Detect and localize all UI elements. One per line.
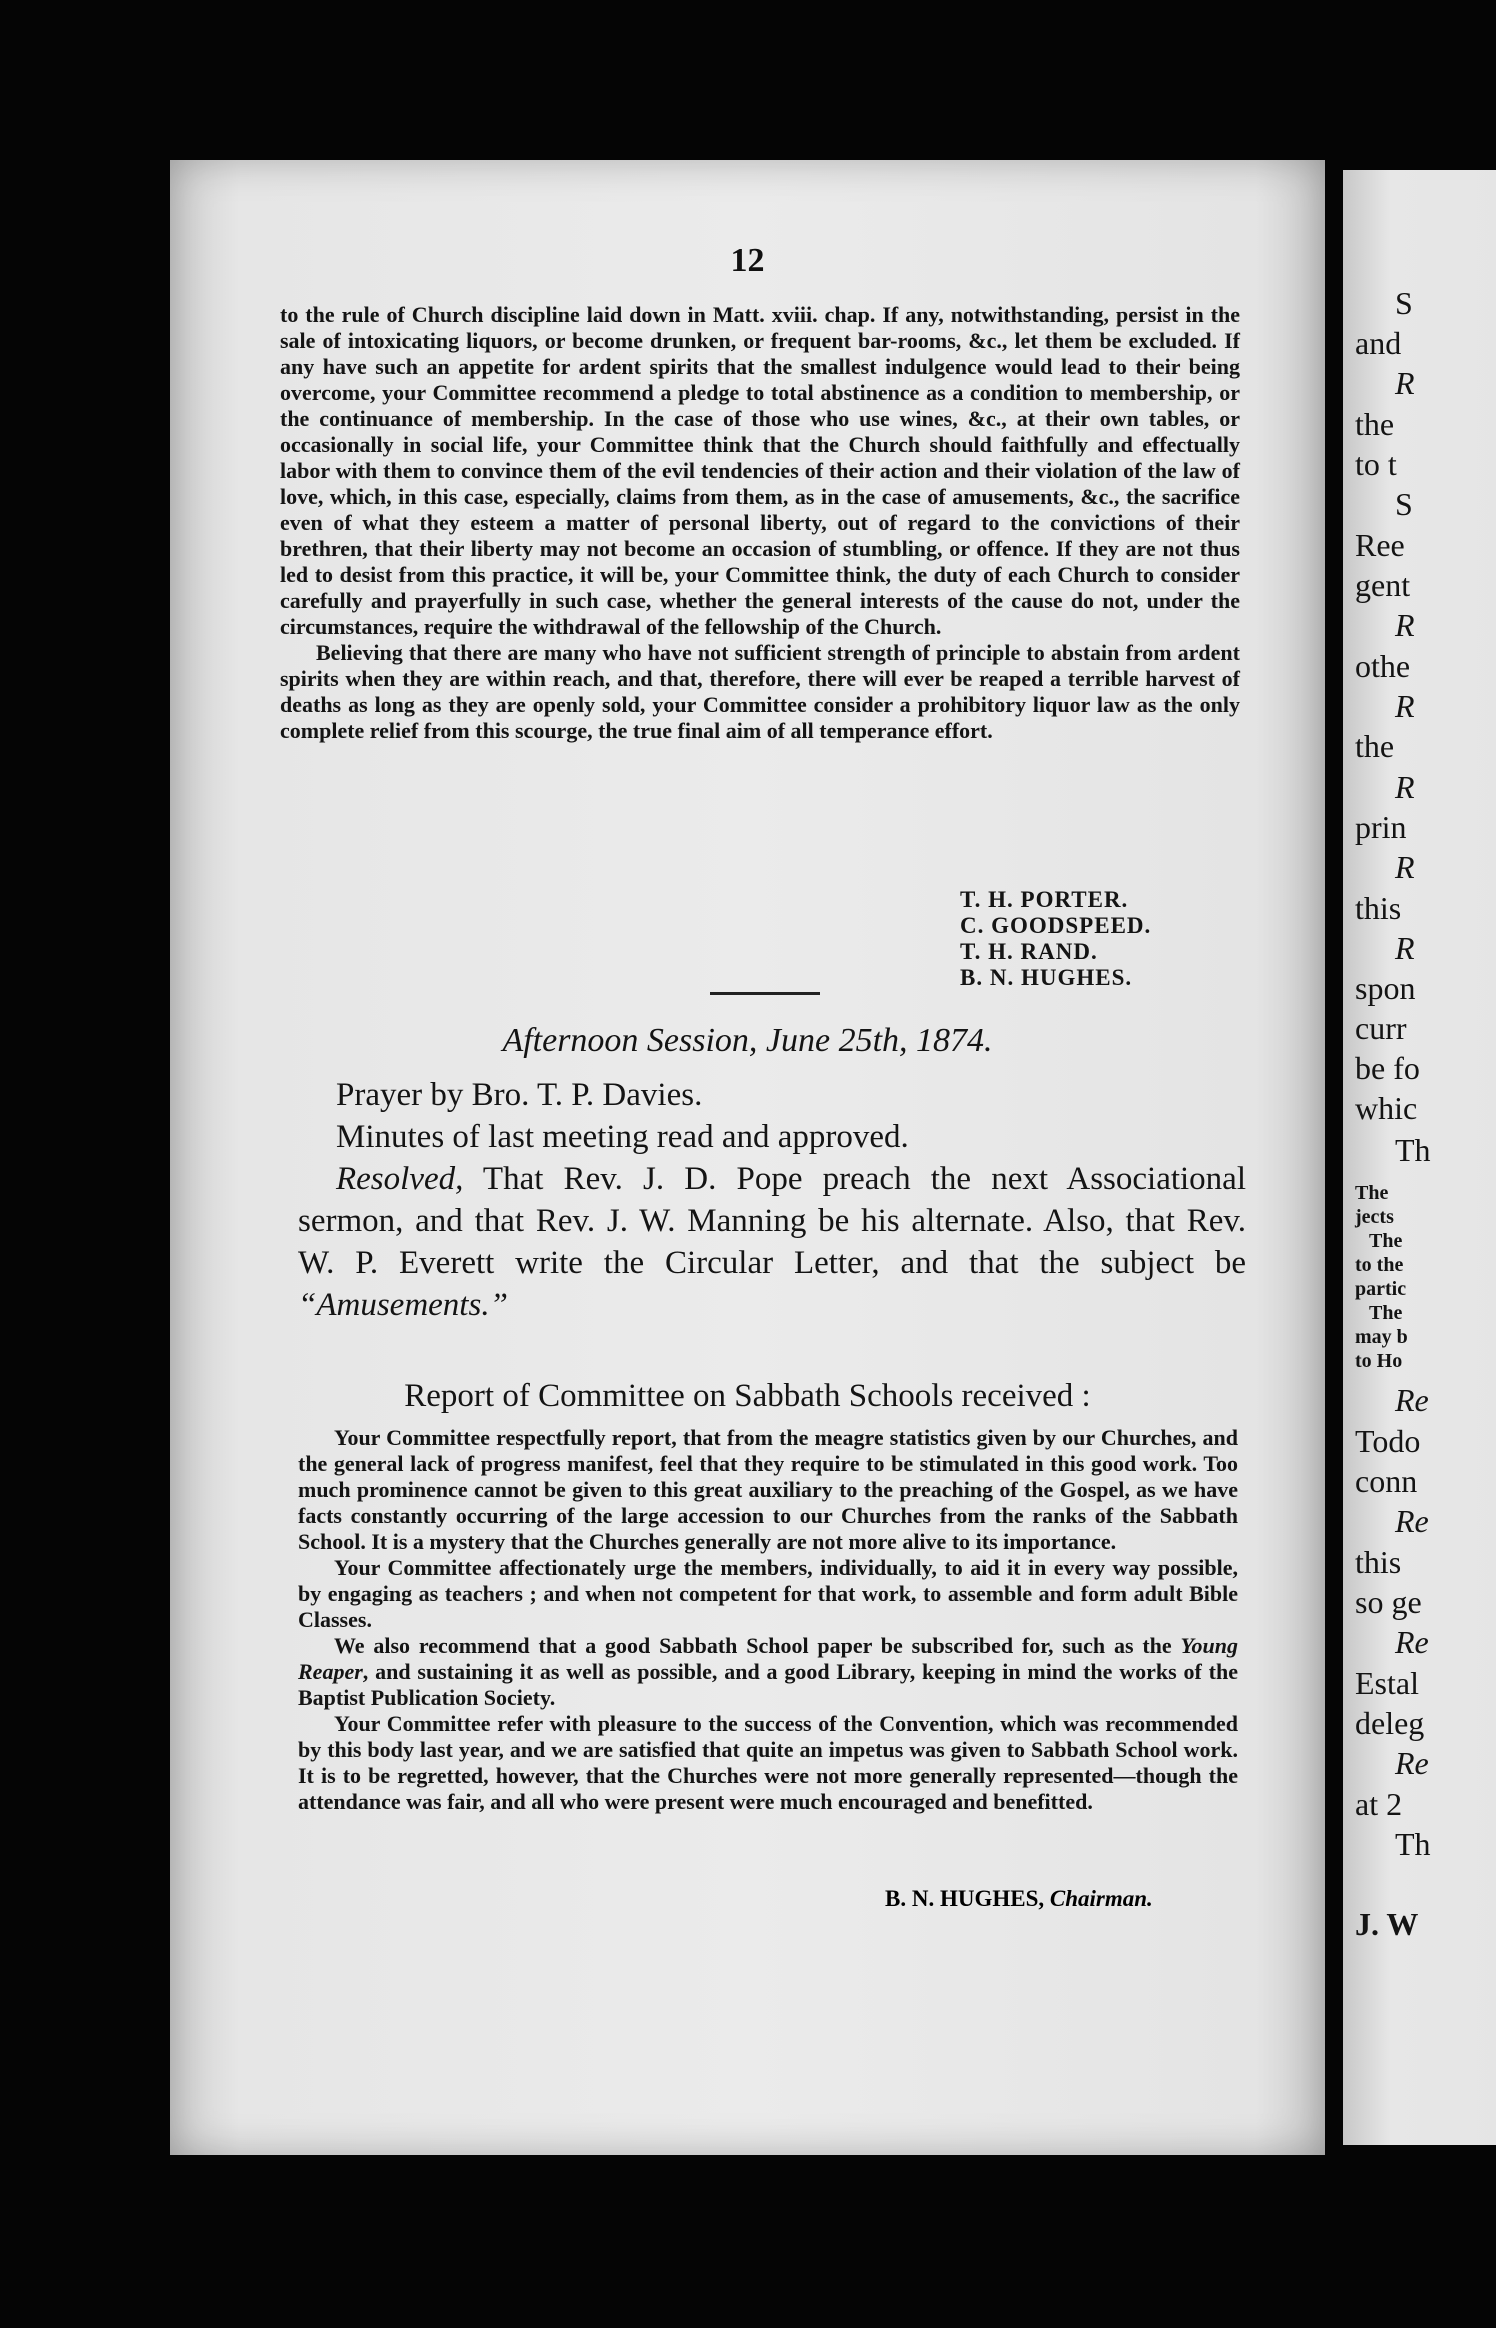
fragment: Estal <box>1355 1665 1419 1701</box>
report-paragraph: Believing that there are many who have not sufficient strength of principle to abstain from ardent spirits when they are within reach, and that, therefore, there will ever be reaped a terrible harvest of deaths as long as they are openly sold, your Committee consider a prohibitory liquor law as the only complete relief from this scourge, the true final aim of all temperance effort. <box>280 640 1240 743</box>
fragment: Th <box>1395 1826 1431 1862</box>
fragment: gent <box>1355 567 1411 603</box>
session-heading: Afternoon Session, June 25th, 1874. <box>502 1022 993 1059</box>
fragment: to t <box>1355 446 1397 482</box>
section-divider <box>710 992 820 995</box>
fragment: this <box>1355 1544 1402 1580</box>
report-paragraph: Your Committee affectionately urge the members, individually, to aid it in every way possible, by engaging as teachers ; and when not competent for that work, to assemble and form adult Bible Classes. <box>298 1555 1238 1632</box>
fragment: R <box>1395 365 1415 401</box>
chairman-title: Chairman. <box>1049 1886 1153 1911</box>
fragment: may b <box>1355 1326 1408 1348</box>
page-number: 12 <box>730 242 765 279</box>
fragment: curr <box>1355 1010 1407 1046</box>
fragment: the <box>1355 406 1395 442</box>
fragment: jects <box>1355 1206 1394 1228</box>
session-minutes <box>298 1074 1246 1326</box>
prayer-line: Prayer by Bro. T. P. Davies. <box>336 1077 703 1113</box>
fragment: this <box>1355 890 1402 926</box>
resolution-subject: “Amusements.” <box>298 1287 508 1323</box>
fragment: The <box>1355 1182 1389 1204</box>
fragment: J. W <box>1355 1906 1419 1942</box>
fragment: Th <box>1395 1132 1431 1168</box>
committee-signatures <box>960 887 1151 991</box>
temperance-report-text <box>280 302 1240 744</box>
resolution-paragraph <box>298 1158 1246 1326</box>
fragment: Todo <box>1355 1423 1421 1459</box>
fragment: spon <box>1355 970 1416 1006</box>
fragment: to the <box>1355 1254 1404 1276</box>
fragment: partic <box>1355 1278 1407 1300</box>
chairman-name: B. N. HUGHES, <box>885 1886 1045 1911</box>
fragment: othe <box>1355 648 1411 684</box>
fragment: so ge <box>1355 1584 1422 1620</box>
report-paragraph <box>298 1633 1238 1711</box>
chairman-signature <box>885 1886 1153 1912</box>
fragment: S <box>1395 486 1413 522</box>
fragment: at 2 <box>1355 1786 1403 1822</box>
fragment: the <box>1355 728 1395 764</box>
resolved-word: Resolved, <box>336 1161 464 1197</box>
report-paragraph: Your Committee refer with pleasure to the success of the Convention, which was recommended by this body last year, and we are satisfied that quite an impetus was given to Sabbath School work. It is to be regretted, however, that the Churches were not more generally represented—though the attendance was fair, and all who were present were much encouraged and benefitted. <box>298 1711 1238 1814</box>
fragment: conn <box>1355 1463 1418 1499</box>
signature: C. GOODSPEED. <box>960 913 1152 938</box>
fragment: deleg <box>1355 1705 1425 1741</box>
fragment: prin <box>1355 809 1407 845</box>
fragment: Re <box>1395 1745 1429 1781</box>
signature: T. H. RAND. <box>960 939 1098 964</box>
fragment: whic <box>1355 1090 1418 1126</box>
fragment: R <box>1395 607 1415 643</box>
fragment: S <box>1395 285 1413 321</box>
report-paragraph: to the rule of Church discipline laid down in Matt. xviii. chap. If any, notwithstanding, persist in the sale of intoxicating liquors, or become drunken, or frequent bar-rooms, &c., let them be excluded. If any have such an appetite for ardent spirits that the smallest indulgence would lead to their being overcome, your Committee recommend a pledge to total abstinence as a condition to membership, or the continuance of membership. In the case of those who use wines, &c., at their own tables, or occasionally in social life, your Committee think that the Church should faithfully and effectually labor with them to convince them of the evil tendencies of their action and their violation of the law of love, which, in this case, especially, claims from them, as in the case of amusements, &c., the sacrifice even of what they esteem a matter of personal liberty, out of regard to the convictions of their brethren, that their liberty may not become an occasion of stumbling, or offence. If they are not thus led to desist from this practice, it will be, your Committee think, the duty of each Church to consider carefully and prayerfully in such case, whether the general interests of the cause do not, under the circumstances, require the withdrawal of the fellowship of the Church. <box>280 302 1240 639</box>
fragment: Ree <box>1355 527 1405 563</box>
fragment: The <box>1369 1230 1403 1252</box>
fragment: Re <box>1395 1624 1429 1660</box>
document-page <box>170 160 1325 2155</box>
fragment: R <box>1395 930 1415 966</box>
fragment: R <box>1395 688 1415 724</box>
report-text-segment: We also recommend that a good Sabbath School paper be subscribed for, such as the <box>334 1633 1181 1658</box>
signature: T. H. PORTER. <box>960 887 1129 912</box>
fragment: The <box>1369 1302 1403 1324</box>
fragment: Re <box>1395 1382 1429 1418</box>
fragment: be fo <box>1355 1050 1420 1086</box>
resolution-text: That Rev. J. D. Pope preach the next Associational sermon, and that Rev. J. W. Manning be his alternate. Also, that Rev. W. P. Everett write the Circular Letter, and that the subject be <box>298 1161 1246 1281</box>
report-text-segment: , and sustaining it as well as possible, and a good Library, keeping in mind the works of the Baptist Publication Society. <box>298 1659 1238 1710</box>
fragment: R <box>1395 769 1415 805</box>
fragment: R <box>1395 849 1415 885</box>
paper-title: Young Reaper <box>298 1633 1238 1684</box>
fragment: Re <box>1395 1503 1429 1539</box>
sabbath-report-text <box>298 1425 1238 1815</box>
minutes-line: Minutes of last meeting read and approved. <box>336 1119 909 1155</box>
fragment: and <box>1355 325 1402 361</box>
adjacent-page <box>1343 170 1496 2145</box>
signature: B. N. HUGHES. <box>960 965 1133 990</box>
report-paragraph: Your Committee respectfully report, that from the meagre statistics given by our Churches, and the general lack of progress manifest, feel that they require to be stimulated in this good work. Too much prominence cannot be given to this great auxiliary to the preaching of the Gospel, as we have facts constantly occurring of the large accession to our Churches from the ranks of the Sabbath School. It is a mystery that the Churches generally are not more alive to its importance. <box>298 1425 1238 1554</box>
sabbath-report-heading: Report of Committee on Sabbath Schools received : <box>404 1378 1091 1414</box>
fragment: to Ho <box>1355 1350 1403 1372</box>
